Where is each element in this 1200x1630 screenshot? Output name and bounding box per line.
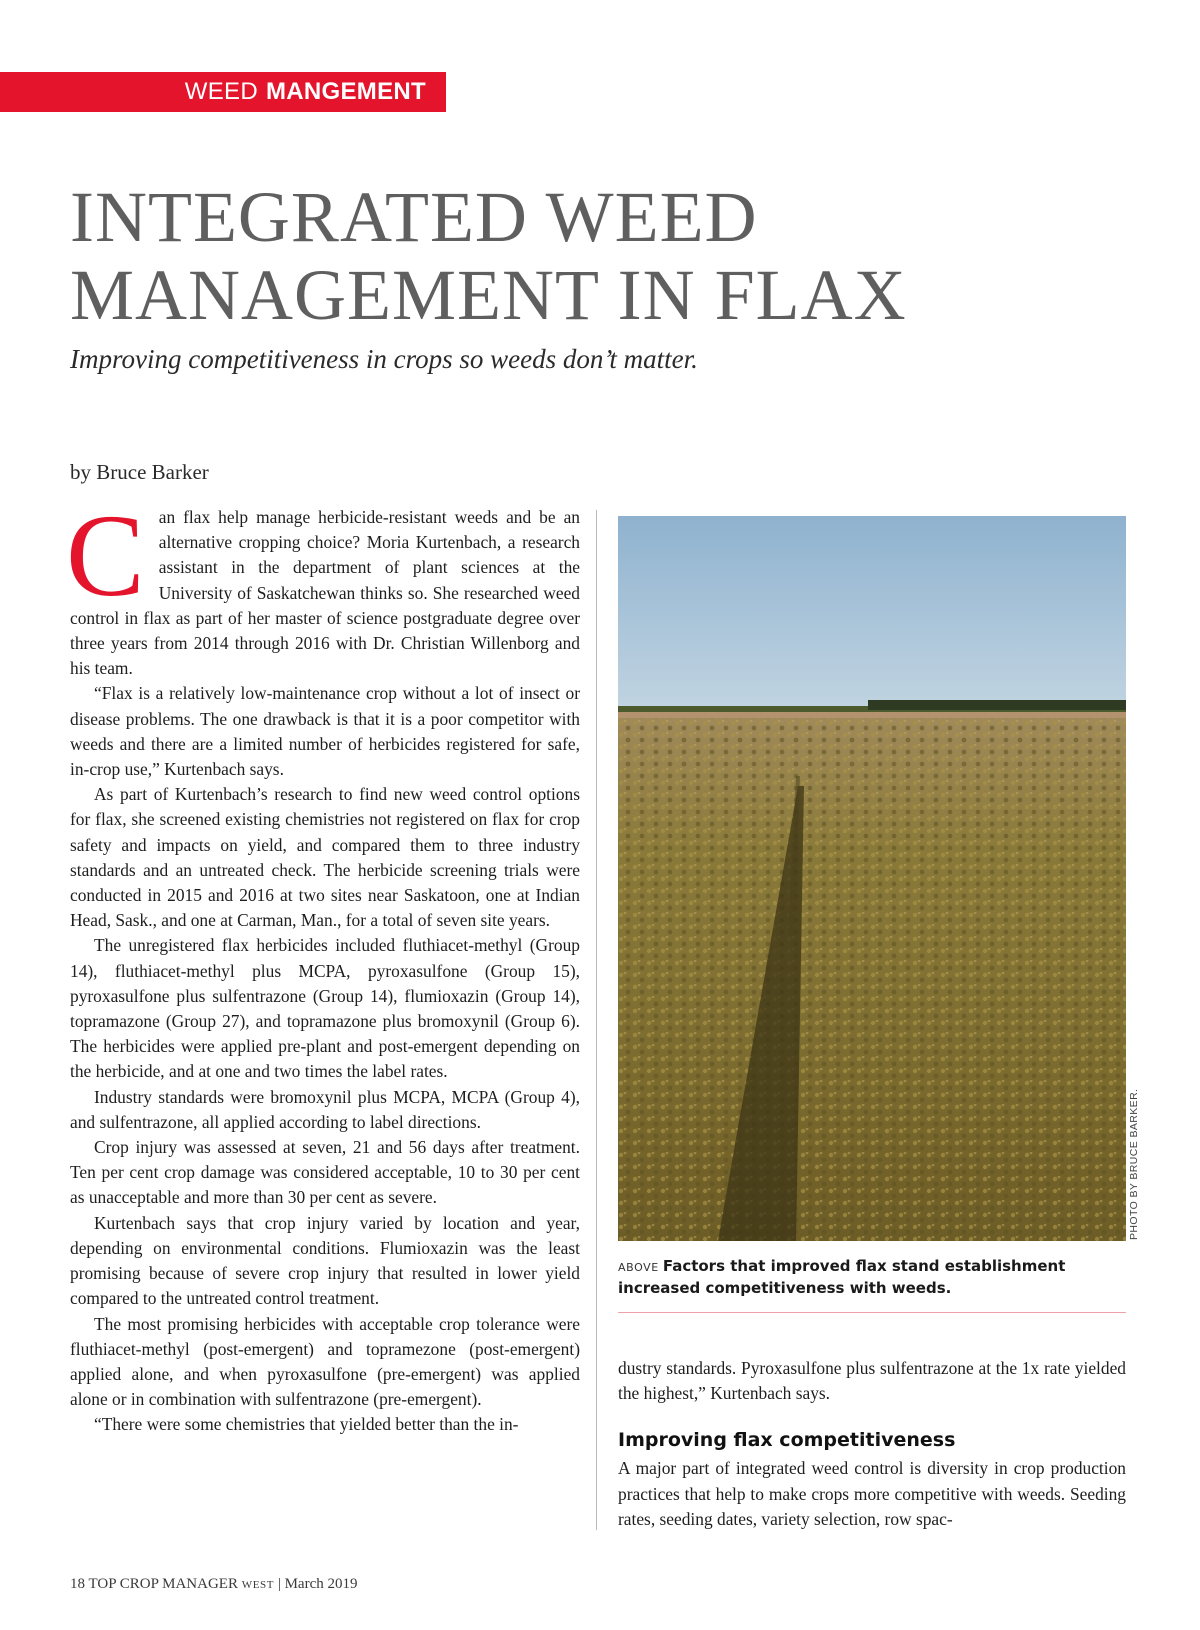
caption-divider: [618, 1312, 1126, 1313]
body-paragraph: The most promising herbicides with acceptable crop tolerance were fluthiacet-methyl (post-emergent) and topramezone (post-emergent) applied alone, and when pyroxasulfone (pre-emergent) was applied alone or in combination with sulfentrazone (pre-emergent).: [70, 1313, 580, 1410]
column-divider: [596, 510, 597, 1530]
byline: by Bruce Barker: [70, 460, 209, 484]
body-paragraph: As part of Kurtenbach’s research to find new weed control options for flax, she screened existing chemistries not registered on flax for crop safety and impacts on yield, and compared them to three industry standards and an untreated check. The herbicide screening trials were conducted in 2015 and 2016 at two sites near Saskatoon, one at Indian Head, Sask., and one at Carman, Man., for a total of seven site years.: [70, 784, 580, 931]
body-paragraph: [66, 490, 580, 681]
subhead: Improving flax competitiveness: [618, 1429, 956, 1452]
section-label-bold: MANGEMENT: [265, 78, 426, 105]
body-paragraph: Crop injury was assessed at seven, 21 and 56 days after treatment. Ten per cent crop damage was considered acceptable, 10 to 30 per cent as unacceptable and more than 30 per cent as severe.: [70, 1137, 580, 1208]
drop-cap: C: [66, 490, 145, 621]
paragraph-text: an flax help manage herbicide-resistant weeds and be an alternative cropping choice? Moria Kurtenbach, a research assistant in the department of plant sciences at the University of Saskatchewan thinks so. She researched weed control in flax as part of her master of science postgraduate degree over three years from 2014 through 2016 with Dr. Christian Willenborg and his team.: [70, 507, 580, 679]
caption-lead: ABOVE: [618, 1261, 659, 1274]
body-paragraph: Industry standards were bromoxynil plus MCPA, MCPA (Group 4), and sulfentrazone, all applied according to label directions.: [70, 1086, 580, 1132]
article-deck: Improving competitiveness in crops so weeds don’t matter.: [70, 344, 698, 374]
section-label-light: WEED: [184, 78, 258, 105]
body-paragraph: A major part of integrated weed control is diversity in crop production practices that help to make crops more competitive with weeds. Seeding rates, seeding dates, variety selection, row spac-: [618, 1458, 1126, 1529]
article-body-right-column: [618, 1356, 1126, 1532]
body-paragraph: dustry standards. Pyroxasulfone plus sulfentrazone at the 1x rate yielded the highest,” Kurtenbach says.: [618, 1358, 1126, 1404]
article-title: [70, 178, 1130, 334]
page-number: 18: [70, 1576, 85, 1592]
flax-field-photo: [618, 516, 1126, 1241]
caption-text: Factors that improved flax stand establishment increased competitiveness with weeds.: [618, 1257, 1066, 1297]
body-paragraph: “There were some chemistries that yielded better than the in-: [94, 1414, 519, 1435]
body-paragraph: The unregistered flax herbicides included fluthiacet-methyl (Group 14), fluthiacet-methyl plus MCPA, pyroxasulfone (Group 15), pyroxasulfone plus sulfentrazone (Group 14), flumioxazin (Group 14), topramazone (Group 27), and topramazone plus bromoxynil (Group 6). The herbicides were applied pre-plant and post-emergent depending on the herbicide, and at one and two times the label rates.: [70, 935, 580, 1082]
issue-date: March 2019: [284, 1576, 358, 1592]
magazine-name: TOP CROP MANAGER: [88, 1576, 238, 1592]
page-footer: [70, 1576, 357, 1593]
photo-credit: PHOTO BY BRUCE BARKER.: [1128, 1088, 1140, 1240]
body-paragraph: “Flax is a relatively low-maintenance crop without a lot of insect or disease problems. The one drawback is that it is a poor competitor with weeds and there are a limited number of herbicides registered for safe, in-crop use,” Kurtenbach says.: [70, 683, 580, 780]
article-body-left-column: [66, 490, 580, 1438]
photo-caption: [618, 1256, 1088, 1298]
footer-separator: |: [277, 1576, 281, 1592]
article-title-line2: MANAGEMENT IN FLAX: [70, 255, 907, 335]
article-title-line1: INTEGRATED WEED: [70, 177, 758, 257]
section-label: [0, 72, 446, 112]
body-paragraph: Kurtenbach says that crop injury varied by location and year, depending on environmental conditions. Flumioxazin was the least promising because of severe crop injury that resulted in lower yield compared to the untreated control treatment.: [70, 1212, 580, 1309]
magazine-edition: WEST: [241, 1579, 275, 1591]
